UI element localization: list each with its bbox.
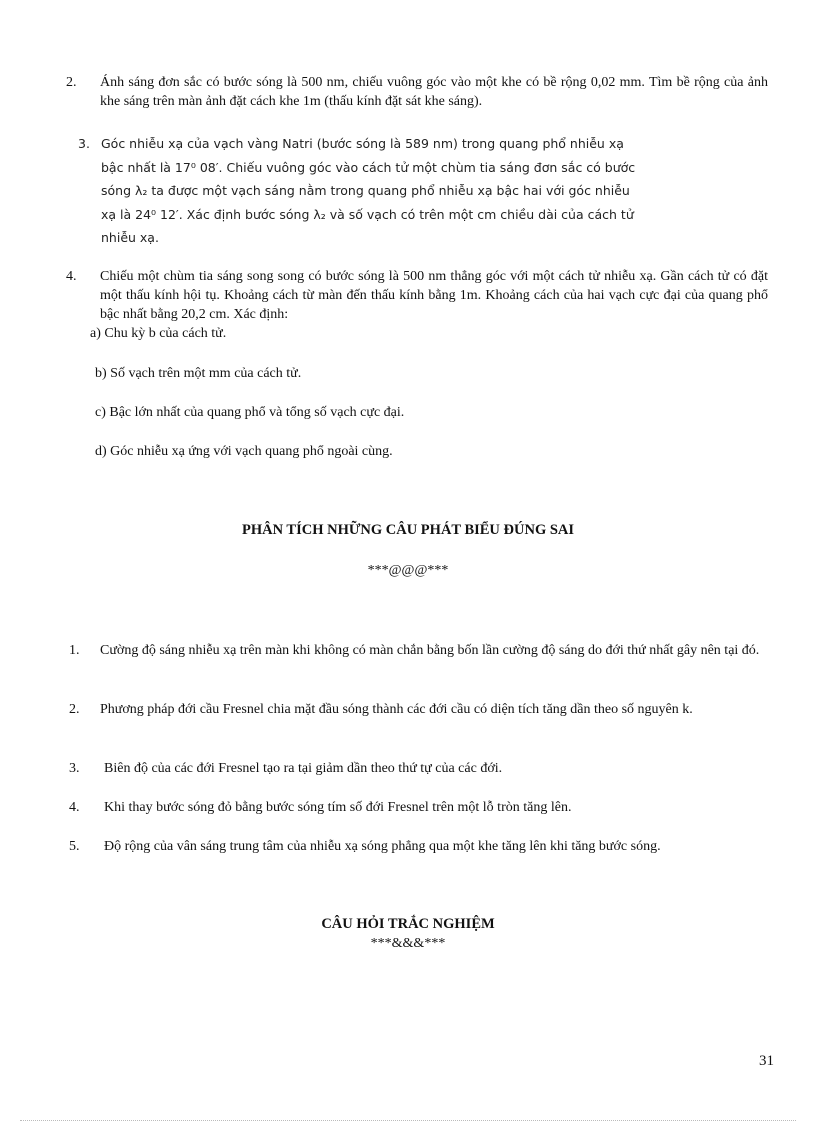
page-bottom-divider <box>20 1120 796 1121</box>
sub-item-a: a) Chu kỳ b của cách tử. <box>90 326 227 341</box>
problem-number: 2. <box>66 75 77 90</box>
sub-item-d: d) Góc nhiễu xạ ứng với vạch quang phổ ngoài cùng. <box>95 444 393 459</box>
statement-number: 2. <box>69 702 80 717</box>
statement-text: Khi thay bước sóng đỏ bằng bước sóng tím số đới Fresnel trên một lỗ tròn tăng lên. <box>104 800 572 815</box>
sub-item-c: c) Bậc lớn nhất của quang phổ và tổng số vạch cực đại. <box>95 405 405 420</box>
statement-text: Cường độ sáng nhiễu xạ trên màn khi không có màn chắn bằng bốn lần cường độ sáng do đới thứ nhất gây nên tại đó. <box>100 643 760 658</box>
section-title: CÂU HỎI TRẮC NGHIỆM <box>321 916 495 932</box>
statement-number: 1. <box>69 643 80 658</box>
statement-number: 3. <box>69 761 80 776</box>
problem-number: 3. <box>78 136 90 151</box>
statement-number: 5. <box>69 839 80 854</box>
section-decoration: ***@@@*** <box>367 563 449 578</box>
page-number: 31 <box>759 1053 774 1069</box>
sub-item-b: b) Số vạch trên một mm của cách tử. <box>95 366 302 381</box>
section-title: PHÂN TÍCH NHỮNG CÂU PHÁT BIỂU ĐÚNG SAI <box>241 522 575 538</box>
statement-text: Biên độ của các đới Fresnel tạo ra tại giảm dần theo thứ tự của các đới. <box>104 761 503 776</box>
statement-text: Phương pháp đới cầu Fresnel chia mặt đầu sóng thành các đới cầu có diện tích tăng dần theo số nguyên k. <box>100 702 693 717</box>
statement-text: Độ rộng của vân sáng trung tâm của nhiễu xạ sóng phẳng qua một khe tăng lên khi tăng bước sóng. <box>104 839 661 854</box>
problem-text: Chiếu một chùm tia sáng song song có bước sóng là 500 nm thẳng góc với một cách tử nhiễu xạ. Gần cách tử có đặt một thấu kính hội tụ. Khoảng cách từ màn đến thấu kính bằng 1m. Khoảng cách của hai vạch cực đại của quang phổ bậc nhất bằng 20,2 cm. Xác định: <box>100 269 768 322</box>
problem-text: Ánh sáng đơn sắc có bước sóng là 500 nm, chiếu vuông góc vào một khe có bề rộng 0,02 mm. Tìm bề rộng của ảnh khe sáng trên màn ảnh đặt cách khe 1m (thấu kính đặt sát khe sáng). <box>100 75 768 109</box>
problem-text: Góc nhiễu xạ của vạch vàng Natri (bước sóng là 589 nm) trong quang phổ nhiễu xạ bậc nhất là 17⁰ 08′. Chiếu vuông góc vào cách tử một chùm tia sáng đơn sắc có bước sóng λ₂ ta được một vạch sáng nằm trong quang phổ nhiễu xạ bậc hai với góc nhiễu xạ là 24⁰ 12′. Xác định bước sóng λ₂ và số vạch có trên một cm chiều dài của cách tử nhiễu xạ. <box>101 136 636 245</box>
section-decoration: ***&&&*** <box>370 936 446 951</box>
problem-number: 4. <box>66 269 77 284</box>
statement-number: 4. <box>69 800 80 815</box>
